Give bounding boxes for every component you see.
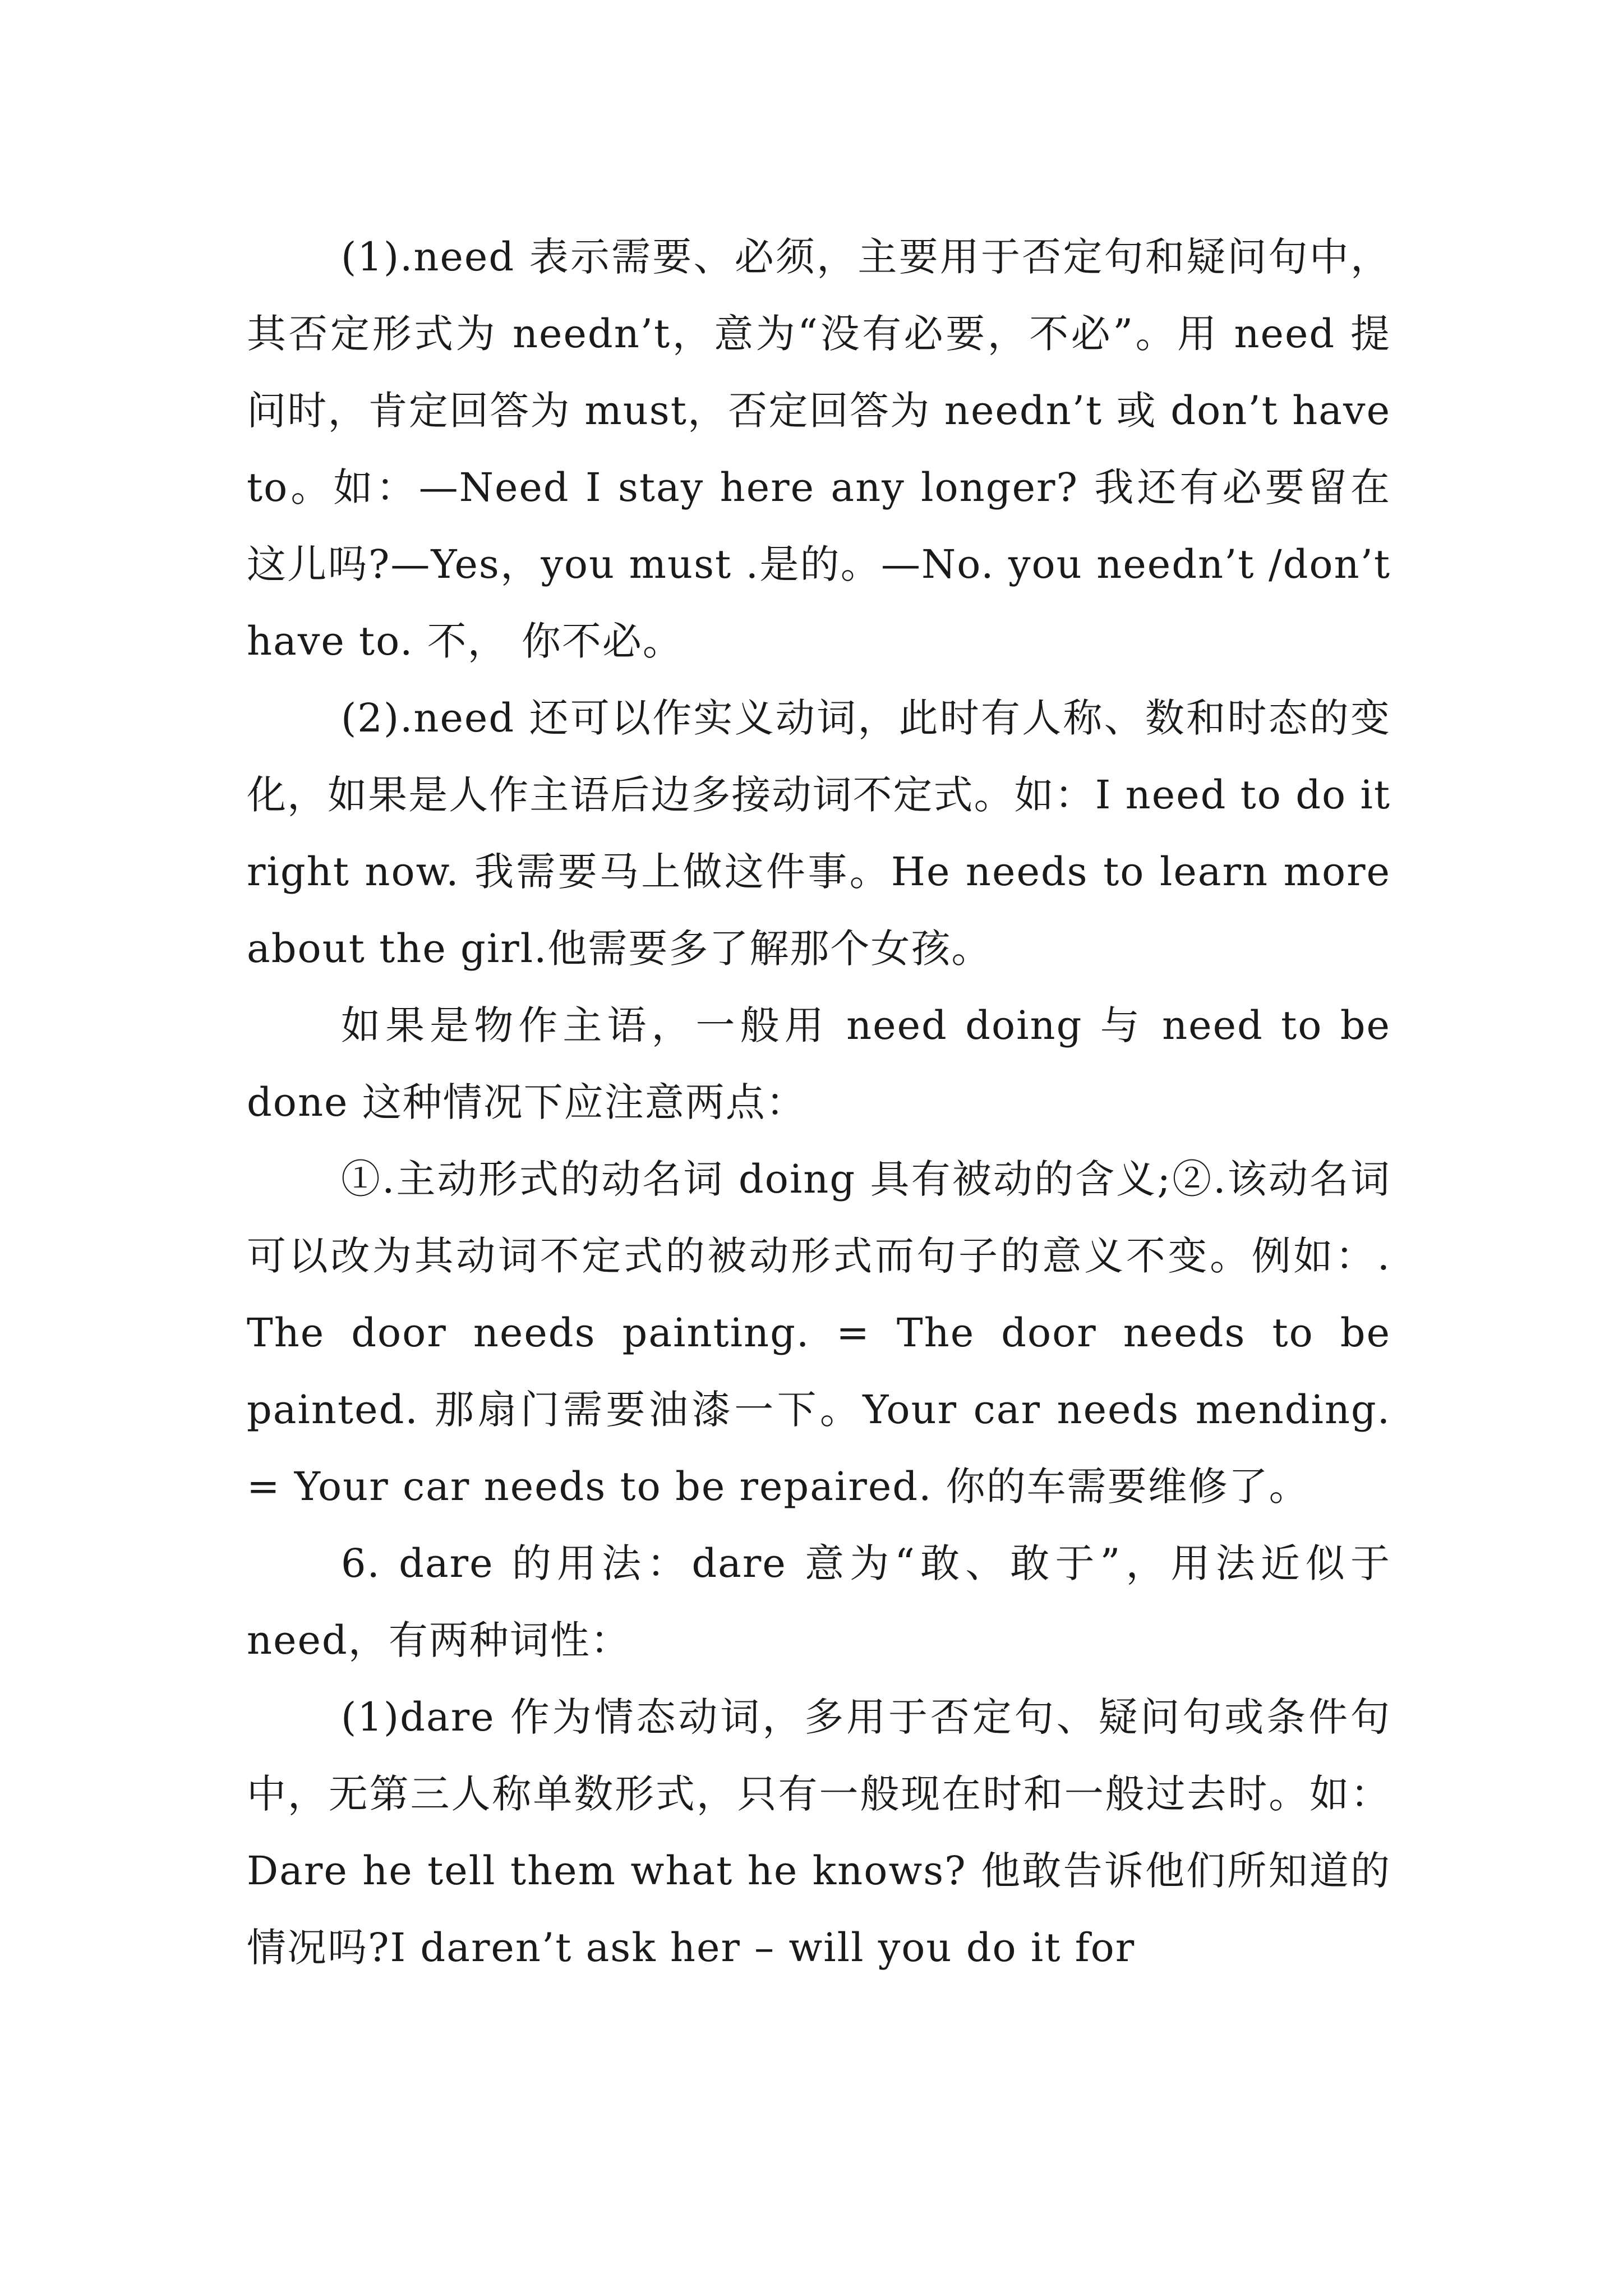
paragraph-need-main-verb: (2).need 还可以作实义动词，此时有人称、数和时态的变化，如果是人作主语后边多接动词不定式。如：I need to do it right now. 我需要马上做这件事。He needs to learn more about the girl.他需要多了解那个女孩。 — [247, 695, 1391, 972]
paragraph-need-modal: (1).need 表示需要、必须，主要用于否定句和疑问句中，其否定形式为 needn’t，意为“没有必要，不必”。用 need 提问时，肯定回答为 must，否定回答为 needn’t 或 don’t have to。如：—Need I stay here any longer? 我还有必要留在这儿吗?—Yes，you must .是的。—No. you needn’t /don’t have to. 不， 你不必。 — [247, 234, 1391, 664]
paragraph-thing-as-subject: 如果是物作主语，一般用 need doing 与 need to be done 这种情况下应注意两点： — [247, 1002, 1391, 1125]
document-body — [247, 219, 1391, 1986]
paragraph-dare-modal: (1)dare 作为情态动词，多用于否定句、疑问句或条件句中，无第三人称单数形式，只有一般现在时和一般过去时。如：Dare he tell them what he knows? 他敢告诉他们所知道的情况吗?I daren’t ask her – will you do it for — [247, 1694, 1391, 1971]
paragraph-notes-examples: ①.主动形式的动名词 doing 具有被动的含义;②.该动名词可以改为其动词不定式的被动形式而句子的意义不变。例如：. The door needs painting. = The door needs to be painted. 那扇门需要油漆一下。Your car needs mending. = Your car needs to be repaired. 你的车需要维修了。 — [247, 1156, 1391, 1510]
paragraph-dare-usage: 6. dare 的用法：dare 意为“敢、敢于”，用法近似于 need，有两种词性： — [247, 1540, 1391, 1663]
